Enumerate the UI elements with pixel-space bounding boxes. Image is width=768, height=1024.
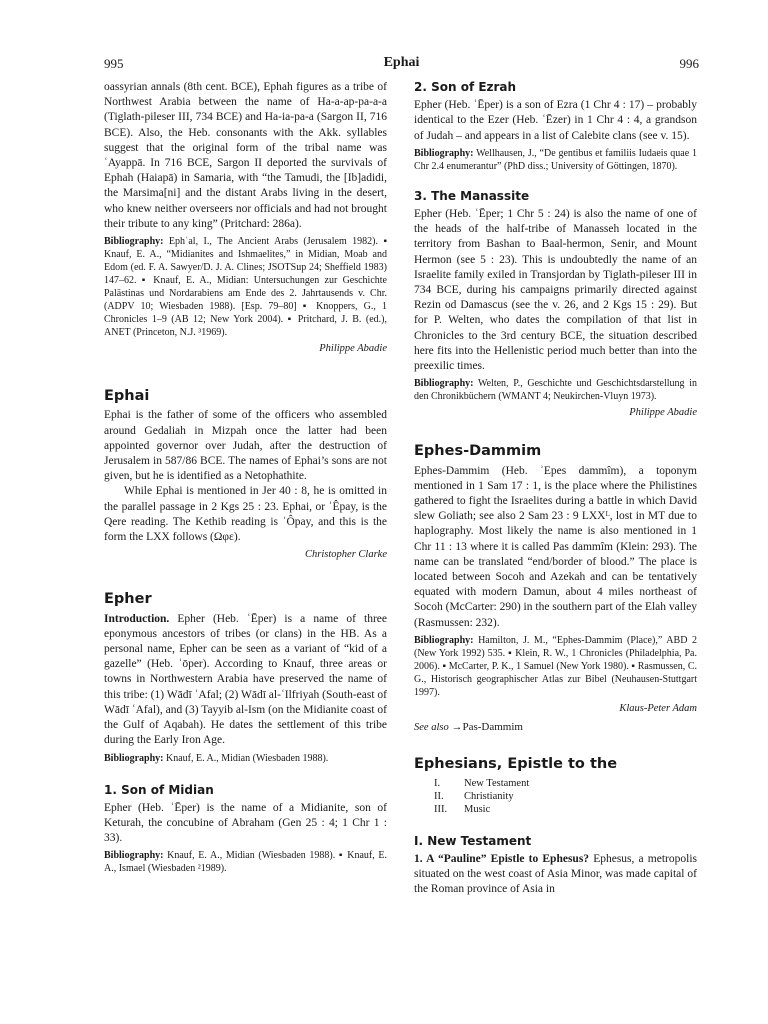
bibliography-label: Bibliography:	[104, 850, 164, 862]
son-of-midian-text: Epher (Heb. ʿĒper) is the name of a Midianite, son of Keturah, the concubine of Abraham (Gen 25 : 4; 1 Chr 1 : 33).	[104, 801, 387, 845]
nt-lead: 1. A “Pauline” Epistle to Ephesus?	[414, 852, 590, 865]
ephai-paragraph-2: While Ephai is mentioned in Jer 40 : 8, he is omitted in the parallel passage in 2 Kgs 25 : 23. Ephai, or ʿÊpay, is the Qere reading. The Kethib reading is ʿÔpay, and this is the form the LXX follows (Ωφε).	[104, 485, 387, 544]
toc-label: Music	[464, 803, 491, 815]
bibliography-son-of-ezrah	[414, 147, 697, 173]
author-signature: Philippe Abadie	[319, 343, 387, 355]
new-testament-text	[414, 852, 697, 898]
continued-paragraph: oassyrian annals (8th cent. BCE), Ephah figures as a tribe of Northwest Arabia between the name of Ha-a-ap-pa-a-a (Tiglath-pileser III, 734 BCE) and Ha-ia-pa-a (Sargon II, 716 BCE). Also, the Heb. consonants with the Akk. syllables suggest that the original form of the tribal name was ʿAyappā. In 716 BCE, Sargon II deported the survivals of Ephah (Haiapā) in Samaria, with “the Tamudi, the [Ib]adidi, the Marsima[ni] and the distant Arabs living in the desert, who knew neither overseers nor officials and had not brought their tribute to any king” (Pritchard: 286a).	[104, 81, 387, 230]
entry-title-ephes-dammim: Ephes-Dammim	[414, 443, 542, 460]
author-signature: Klaus-Peter Adam	[619, 702, 697, 714]
epher-introduction	[104, 612, 387, 749]
toc-num: II.	[434, 790, 444, 802]
nt-text: Ephesus, a metropolis situated on the west coast of Asia Minor, was made capital of the Roman province of Asia in	[414, 852, 697, 896]
toc-num: I.	[434, 777, 441, 789]
right-column	[414, 80, 697, 897]
toc-label: Christianity	[464, 790, 514, 802]
entry-toc	[414, 777, 697, 816]
bibliography-label: Bibliography:	[414, 378, 474, 390]
bibliography-son-of-midian	[104, 849, 387, 875]
toc-item[interactable]	[414, 803, 697, 816]
section-title-son-of-midian: 1. Son of Midian	[104, 782, 214, 797]
bibliography-label: Bibliography:	[104, 752, 164, 764]
ephes-dammim-text: Ephes-Dammim (Heb. ʾEpes dammîm), a toponym mentioned in 1 Sam 17 : 1, is the place where the Philistines gathered to fight the Israelites during a battle in which David slew Goliath; see also 2 Sam 23 : 9 LXXᴸ, lost in MT due to haplography. Most likely the name is also mentioned in 1 Chr 11 : 13 where it is called Pas dammîm (Klein: 293). The name can be translated “end/border of blood.” The place is located between Socoh and Azekah and can be tentatively equated with modern Damun, about 4 miles northeast of Socoh (McCarter: 290) in the southern part of the Elah valley (Rasmussen: 232).	[414, 464, 697, 629]
bibliography-label: Bibliography:	[414, 634, 474, 646]
page-number-left: 995	[104, 56, 124, 71]
bibliography-label: Bibliography:	[414, 147, 474, 159]
bibliography-label: Bibliography:	[104, 236, 164, 248]
see-also	[414, 720, 697, 735]
intro-text: Epher (Heb. ʿĒper) is a name of three eponymous ancestors of tribes (or clans) in the HB. As a personal name, Epher can be seen as a variant of “kid of a gazelle” (Heb. ʿōper). According to Knauf, three areas or towns in Northwestern Arabia have preserved the name of this tribe: (1) Wādī ʿAfal; (2) Wādī al-ʿIlfriyah (South-east of Wādī ʿAfal), and (3) Tayyib al-Ism (on the Midianite coast of the Gulf of Aqabah). He dates the settlement of this tribe during the Early Iron Age.	[104, 612, 387, 747]
bibliography-text: Ephʿal, I., The Ancient Arabs (Jerusalem 1982). ▪ Knauf, E. A., “Midianites and Ishmaelites,” in Midian, Moab and Edom (ed. F. A. Sawyer/D. J. A. Clines; JSOTSup 24; Sheffield 1983) 147–62. ▪ Knauf, E. A., Midian: Untersuchungen zur Geschichte Palästinas und Nordarabiens am Ende des 2. Jahrtausends v. Chr. (ADPV 10; Wiesbaden 1988). [Esp. 79–80] ▪ Knoppers, G., 1 Chronicles 1–9 (AB 12; New York 2004). ▪ Pritchard, J. B. (ed.), ANET (Princeton, N.J. ³1969).	[104, 236, 388, 339]
bibliography-text: Hamilton, J. M., “Ephes-Dammim (Place),” ABD 2 (New York 1992) 535. ▪ Klein, R. W., 1 Chronicles (Philadelphia, Pa. 2006). ▪ McCarter, P. K., 1 Samuel (New York 1980). ▪ Rasmussen, C. G., Historisch geographischer Atlas zur Bibel (Neuhausen-Stuttgart 1997).	[414, 634, 698, 698]
toc-item[interactable]	[414, 777, 697, 790]
section-title-manassite: 3. The Manassite	[414, 188, 530, 203]
toc-label: New Testament	[464, 777, 530, 789]
toc-num: III.	[434, 803, 448, 815]
bibliography-text: Welten, P., Geschichte und Geschichtsdarstellung in den Chronikbüchern (WMANT 4; Neukirchen-Vluyn 1973).	[414, 378, 697, 403]
section-title-new-testament: I. New Testament	[414, 833, 532, 848]
section-title-son-of-ezrah: 2. Son of Ezrah	[414, 80, 517, 94]
left-column	[104, 80, 387, 875]
author-signature: Christopher Clarke	[305, 549, 387, 561]
bibliography-ephah	[104, 235, 387, 339]
son-of-ezrah-text: Epher (Heb. ʿĒper) is a son of Ezra (1 Chr 4 : 17) – probably identical to the Ezer (Heb. ʿĒzer) in 1 Chr 4 : 4, a grandson of Judah – and appears in a list of Calebite clans (see v. 15).	[414, 99, 697, 142]
entry-title-ephesians: Ephesians, Epistle to the	[414, 756, 618, 773]
bibliography-manassite	[414, 377, 697, 403]
bibliography-epher-intro	[104, 752, 387, 765]
ephai-paragraph-1: Ephai is the father of some of the officers who assembled around Gedaliah in Mizpah once the latter had been appointed governor over Judah, after the destruction of Jerusalem in 587/86 BCE. The names of Ephai’s sons are not given, but he is identified as a Netophathite.	[104, 409, 387, 483]
entry-title-epher: Epher	[104, 591, 152, 608]
toc-item[interactable]	[414, 790, 697, 803]
bibliography-text: Wellhausen, J., “De gentibus et familiis Iudaeis quae 1 Chr 2.4 enumerantur” (PhD diss.; University of Göttingen, 1870).	[414, 147, 697, 172]
arrow-right-icon: →	[451, 721, 463, 734]
intro-lead: Introduction.	[104, 612, 170, 625]
author-signature: Philippe Abadie	[629, 407, 697, 419]
see-also-link[interactable]: Pas-Dammim	[462, 721, 523, 734]
running-title: Ephai	[383, 55, 420, 70]
manassite-text: Epher (Heb. ʿĒper; 1 Chr 5 : 24) is also the name of one of the heads of the half-tribe of Manasseh located in the territory from Bashan to Baal-hermon, Senir, and Mount Hermon (see 5 : 23). This is undoubtedly the name of an Israelite family exiled in Transjordan by Tiglath-pileser III in 734 BCE, during his campaigns primarily directed against Rezin od Damascus (see the v. 26, and 2 Kgs 15 : 29). But for P. Welten, who dates the compilation of that list in Chronicles to the 3rd century BCE, the situation described here fits into the Hellenistic period much better than into the preexilic times.	[414, 208, 697, 373]
bibliography-text: Knauf, E. A., Midian (Wiesbaden 1988). ▪ Knauf, E. A., Ismael (Wiesbaden ²1989).	[104, 850, 387, 875]
page-number-right: 996	[679, 56, 699, 71]
running-head	[104, 56, 699, 72]
bibliography-text: Knauf, E. A., Midian (Wiesbaden 1988).	[165, 752, 329, 764]
entry-title-ephai: Ephai	[104, 388, 150, 405]
bibliography-ephes-dammim	[414, 634, 697, 699]
see-also-label: See also	[414, 722, 449, 734]
